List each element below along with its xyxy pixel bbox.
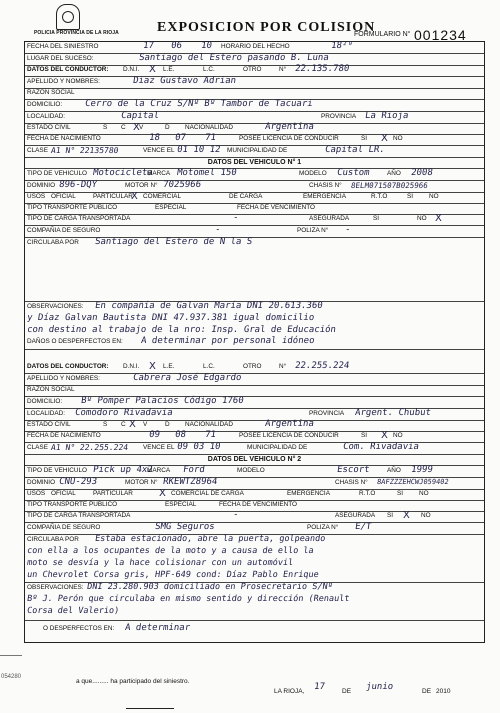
v1-dominio-label: DOMINIO [27,182,56,189]
row-v2-carga: TIPO DE CARGA TRANSPORTADA - ASEGURADA SI X NO [25,511,484,523]
row-v2-danos [25,620,484,642]
form-number: 001234 [414,27,467,43]
v2-usos-comercial[interactable]: COMERCIAL DE CARGA [171,490,244,497]
c1-domicilio-value[interactable]: Cerro de la Cruz S/Nº Bº Tambor de Tacuari [84,99,314,109]
v1-modelo-value[interactable]: Custom [336,168,371,178]
c1-nac-year[interactable]: 71 [204,133,217,143]
v1-circulaba-label: CIRCULABA POR [27,239,79,246]
v2-asegurada-no[interactable]: NO [421,512,431,519]
v2-circulaba-line1[interactable]: Estaba estacionado, abre la puerta, golpeando [94,534,326,544]
v1-transporte-especial[interactable]: ESPECIAL [155,204,187,211]
c1-provincia-value[interactable]: La Rioja [364,111,410,121]
v2-circulaba-line3[interactable]: moto se desvía y la hace colisionar con un automóvil [26,558,294,568]
v2-transporte-especial[interactable]: ESPECIAL [165,501,197,508]
row-v1-usos: USOS OFICIAL PARTICULAR X COMERCIAL DE CARGA EMERGENCIA R.T.O SI NO [25,192,484,204]
c2-domicilio-label: DOMICILIO: [27,398,63,405]
horario-value[interactable]: 18²⁰ [330,41,354,51]
c1-le-label: L.E. [163,66,175,73]
v1-usos-particular[interactable]: PARTICULAR [93,193,133,200]
c1-localidad-label: LOCALIDAD: [27,113,66,120]
c1-vence-value[interactable]: 01 10 12 [176,145,222,155]
c2-nacionalidad-label: NACIONALIDAD [185,421,233,428]
v2-tipo-value[interactable]: Pick up 4x2 [92,465,154,475]
c2-provincia-value[interactable]: Argent. Chubut [354,408,432,418]
c2-localidad-value[interactable]: Comodoro Rivadavia [74,408,174,418]
c1-licencia-si[interactable]: SI [361,135,368,142]
c1-nacionalidad-value[interactable]: Argentina [264,122,315,132]
c2-provincia-label: PROVINCIA [309,410,345,417]
v1-anio-label: AÑO [387,170,401,177]
v2-usos-emergencia[interactable]: EMERGENCIA [287,490,330,497]
c1-nac-month[interactable]: 07 [174,133,187,143]
vehiculo2-section: DATOS DEL VEHICULO N° 2 [207,456,302,463]
c1-estado-v[interactable]: V [139,124,144,131]
c1-estado-s[interactable]: S [103,124,108,131]
v2-marca-value[interactable]: Ford [182,465,206,475]
footer-year[interactable]: 2010 [436,688,451,695]
c1-nacimiento-label: FECHA DE NACIMIENTO [27,135,101,142]
v1-rto-no[interactable]: NO [429,193,439,200]
c2-municipalidad-label: MUNICIPALIDAD DE [247,444,308,451]
v2-obs-line2[interactable]: Bº J. Perón que circulaba en mismo sentido y dirección (Renault [26,594,351,604]
v1-usos-oficial[interactable]: OFICIAL [51,193,76,200]
c1-domicilio-label: DOMICILIO: [27,101,63,108]
v2-marca-label: MARCA [147,467,171,474]
c1-licencia-no[interactable]: NO [393,135,403,142]
v2-obs-line1[interactable]: DNI 23.280.903 domiciliado en Prosecretario S/Nº [86,582,334,592]
c2-clase-label: CLASE [27,444,48,451]
c2-nro-value[interactable]: 22.255.224 [294,361,350,371]
v2-modelo-value[interactable]: Escort [336,465,371,475]
fecha-siniestro-day[interactable]: 17 [142,41,155,51]
v2-circulaba-line4[interactable]: un Chevrolet Corsa gris, HPF-649 cond: Díaz Pablo Enrique [26,570,320,580]
v2-asegurada-label: ASEGURADA [335,512,376,519]
row-v1-circulaba [25,237,484,302]
c2-lc-label: L.C. [203,363,215,370]
row-c1-nacimiento: FECHA DE NACIMIENTO 18 07 71 POSEE LICENCIA DE CONDUCIR SI X NO [25,134,484,146]
v1-asegurada-label: ASEGURADA [309,215,350,222]
v1-carga-value[interactable]: - [232,213,240,223]
v2-poliza-value[interactable]: E/T [354,522,372,532]
c1-nacionalidad-label: NACIONALIDAD [185,124,233,131]
footer-de1: DE [342,688,352,695]
lugar-value[interactable]: Santiago del Estero pasando B. Luna [138,53,330,63]
c1-apellido-label: APELLIDO Y NOMBRES: [27,78,100,85]
c1-licencia-label: POSEE LICENCIA DE CONDUCIR [239,135,339,142]
v2-danos-value[interactable]: A determinar [124,623,191,633]
v1-dominio-value[interactable]: 896-DQY [58,180,98,190]
v2-usos-oficial[interactable]: OFICIAL [51,490,76,497]
v2-asegurada-si[interactable]: SI [387,512,394,519]
v2-transporte-label: TIPO TRANSPORTE [27,501,88,508]
c1-nac-day[interactable]: 18 [148,133,161,143]
row-v2-circulaba [25,534,484,583]
v1-tipo-label: TIPO DE VEHICULO [27,170,88,177]
c1-nro-value[interactable]: 22.135.780 [294,64,350,74]
police-crest-icon [56,4,80,30]
v1-chasis-label: CHASIS N° [309,182,342,189]
footer-de2: DE [422,688,432,695]
horario-label: HORARIO DEL HECHO [221,43,290,50]
c2-otro-label: OTRO [243,363,262,370]
row-v2-usos: USOS OFICIAL PARTICULAR X COMERCIAL DE CARGA EMERGENCIA R.T.O SI NO [25,489,484,501]
c1-provincia-label: PROVINCIA [321,113,357,120]
c2-licencia-si[interactable]: SI [361,432,368,439]
v2-transporte-vencimiento: FECHA DE VENCIMIENTO [219,501,298,508]
v2-dominio-label: DOMINIO [27,479,56,486]
v1-transporte-label: TIPO TRANSPORTE [27,204,88,211]
fecha-siniestro-year[interactable]: 10 [200,41,213,51]
conductor2-section: DATOS DEL CONDUCTOR: [27,363,109,370]
footer-city: LA RIOJA, [274,688,305,695]
v1-motor-value[interactable]: 7025966 [162,180,202,190]
row-c2-estado: ESTADO CIVIL S C X V D NACIONALIDAD Argentina [25,420,484,432]
v2-dominio-value[interactable]: CNU-293 [58,477,98,487]
obs1-label: OBSERVACIONES: [27,303,84,310]
v1-marca-label: MARCA [147,170,171,177]
c1-lc-label: L.C. [203,66,215,73]
c2-le-label: L.E. [163,363,175,370]
c2-dni-check[interactable]: X [149,361,156,372]
v1-rto-si[interactable]: SI [407,193,414,200]
c2-nacimiento-label: FECHA DE NACIMIENTO [27,432,101,439]
row-v1-carga: TIPO DE CARGA TRANSPORTADA - ASEGURADA SI NO X [25,214,484,226]
v2-motor-value[interactable]: RKEWTZ8964 [162,477,218,487]
v2-modelo-label: MODELO [237,467,265,474]
v2-chasis-label: CHASIS N° [335,479,368,486]
v2-danos-label: O DESPERFECTOS EN: [43,625,115,632]
c1-otro-label: OTRO [243,66,262,73]
v1-poliza-value[interactable]: - [344,225,352,235]
v1-usos-carga[interactable]: DE CARGA [229,193,263,200]
c2-nac-year[interactable]: 71 [204,430,217,440]
v1-usos-emergencia[interactable]: EMERGENCIA [303,193,346,200]
v2-chasis-value[interactable]: 8AFZZZEHCWJ059402 [376,478,450,486]
c2-estado-v[interactable]: V [143,421,148,428]
c2-domicilio-value[interactable]: Bº Pomper Palacios Código 1760 [80,396,245,406]
v1-rto-label: R.T.O [371,193,388,200]
conductor1-section: DATOS DEL CONDUCTOR: [27,66,109,73]
c1-estado-d[interactable]: D [165,124,170,131]
v2-carga-label: TIPO DE CARGA TRANSPORTADA [27,512,131,519]
v1-usos-label: USOS [27,193,46,200]
c2-apellido-value[interactable]: Cabrera José Edgardo [132,373,243,383]
obs1-danos-label: DAÑOS O DESPERFECTOS EN: [27,338,123,345]
footer-day[interactable]: 17 [313,682,326,692]
v1-modelo-label: MODELO [299,170,327,177]
v2-motor-label: MOTOR N° [125,479,158,486]
vehiculo1-section: DATOS DEL VEHICULO N° 1 [207,159,302,166]
v1-asegurada-si[interactable]: SI [373,215,380,222]
c1-estado-c[interactable]: C [121,124,126,131]
stamp: 054280 [0,655,22,704]
v1-carga-label: TIPO DE CARGA TRANSPORTADA [27,215,131,222]
c2-localidad-label: LOCALIDAD: [27,410,66,417]
row-c1-estado: ESTADO CIVIL S C V X D NACIONALIDAD Argentina [25,123,484,135]
v2-anio-label: AÑO [387,467,401,474]
fecha-siniestro-month[interactable]: 06 [170,41,183,51]
v2-obs-line3[interactable]: Corsa del Valerio) [26,606,120,616]
v1-tipo-value[interactable]: Motocicleta [92,168,154,178]
c1-dni-label: D.N.I. [123,66,140,73]
v2-tipo-label: TIPO DE VEHICULO [27,467,88,474]
v1-transporte-vencimiento: FECHA DE VENCIMIENTO [237,204,316,211]
row-c2-nacimiento: FECHA DE NACIMIENTO 09 08 71 POSEE LICENCIA DE CONDUCIR SI X NO [25,431,484,443]
c2-licencia-no[interactable]: NO [393,432,403,439]
c2-nac-month[interactable]: 08 [174,430,187,440]
c1-nro-label: N° [279,66,287,73]
c2-estado-s[interactable]: S [103,421,108,428]
v2-compania-value[interactable]: SMG Seguros [154,522,216,532]
c2-nro-label: N° [279,363,287,370]
c1-municipalidad-label: MUNICIPALIDAD DE [227,147,288,154]
v1-compania-label: COMPAÑIA DE SEGURO [27,227,101,234]
c1-apellido-value[interactable]: Diaz Gustavo Adrian [132,76,237,86]
v2-rto-label: R.T.O [359,490,376,497]
c2-apellido-label: APELLIDO Y NOMBRES: [27,375,100,382]
v2-anio-value[interactable]: 1999 [410,465,434,475]
v2-poliza-label: POLIZA N° [307,524,339,531]
c1-dni-check[interactable]: X [149,64,156,75]
c2-vence-label: VENCE EL [143,444,175,451]
v1-chasis-value[interactable]: 8ELM071507B025966 [350,181,429,190]
c2-licencia-label: POSEE LICENCIA DE CONDUCIR [239,432,339,439]
c1-clase-label: CLASE [27,147,48,154]
c1-clase-value[interactable]: A1 N° 22135780 [50,146,120,155]
v2-usos-particular[interactable]: PARTICULAR [93,490,133,497]
v2-usos-label: USOS [27,490,46,497]
c2-nacionalidad-value[interactable]: Argentina [264,419,315,429]
signature-line[interactable] [126,694,174,709]
form-number-label: FORMULARIO N° [354,31,411,38]
v1-compania-value[interactable]: - [214,225,222,235]
v1-usos-comercial[interactable]: COMERCIAL [143,193,181,200]
v1-marca-value[interactable]: Motomel 150 [176,168,238,178]
c2-estado-d[interactable]: D [165,421,170,428]
obs1-line2[interactable]: y Díaz Galvan Bautista DNI 47.937.381 igual domicilio [26,313,315,323]
c2-clase-value[interactable]: A1 N° 22.255.224 [50,443,129,452]
obs1-line3[interactable]: con destino al trabajo de la nro: Insp. Gral de Educación [26,325,337,335]
c2-razon-label: RAZON SOCIAL [27,386,75,393]
obs1-line1[interactable]: En compañía de Galvan María DNI 20.613.360 [94,301,324,311]
v1-circulaba-value[interactable]: Santiago del Estero de N la S [94,237,253,247]
v1-transporte-publico[interactable]: PUBLICO [89,204,118,211]
fecha-siniestro-label: FECHA DEL SINIESTRO [27,43,99,50]
c2-estado-label: ESTADO CIVIL [27,421,71,428]
v2-carga-value[interactable]: - [232,510,240,520]
police-province-label: POLICIA PROVINCIA DE LA RIOJA [34,30,119,36]
collision-form [24,41,485,643]
c2-vence-value[interactable]: 09 03 10 [176,442,222,452]
c1-estado-label: ESTADO CIVIL [27,124,71,131]
v2-transporte-publico[interactable]: PUBLICO [89,501,118,508]
lugar-label: LUGAR DEL SUCESO: [27,55,94,62]
side-vertical-text [8,260,16,640]
v1-asegurada-no[interactable]: NO [417,215,427,222]
v1-anio-value[interactable]: 2008 [410,168,434,178]
form-title: EXPOSICION POR COLISION [157,20,376,35]
c2-nac-day[interactable]: 09 [148,430,161,440]
v2-rto-si[interactable]: SI [397,490,404,497]
c2-dni-label: D.N.I. [123,363,140,370]
v2-circulaba-label: CIRCULABA POR [27,536,79,543]
v2-compania-label: COMPAÑIA DE SEGURO [27,524,101,531]
row-observaciones1 [25,301,484,350]
v2-circulaba-line2[interactable]: con ella a los ocupantes de la moto y a causa de ello la [26,546,315,556]
c2-estado-c[interactable]: C [121,421,126,428]
c2-municipalidad-value[interactable]: Com. Rivadavia [342,442,420,452]
v2-rto-no[interactable]: NO [419,490,429,497]
footer-month[interactable]: junio [365,682,394,692]
v1-poliza-label: POLIZA N° [297,227,329,234]
c1-razon-label: RAZON SOCIAL [27,89,75,96]
footer-participado: a que......... ha participado del siniestro. [76,678,190,685]
obs1-danos-value[interactable]: A determinar por personal idóneo [140,336,316,346]
c1-vence-label: VENCE EL [143,147,175,154]
c1-localidad-value[interactable]: Capital [120,111,160,121]
row-v2-observaciones [25,582,484,621]
v1-motor-label: MOTOR N° [125,182,158,189]
v2-obs-label: OBSERVACIONES: [27,584,84,591]
c1-municipalidad-value[interactable]: Capital LR. [324,145,386,155]
